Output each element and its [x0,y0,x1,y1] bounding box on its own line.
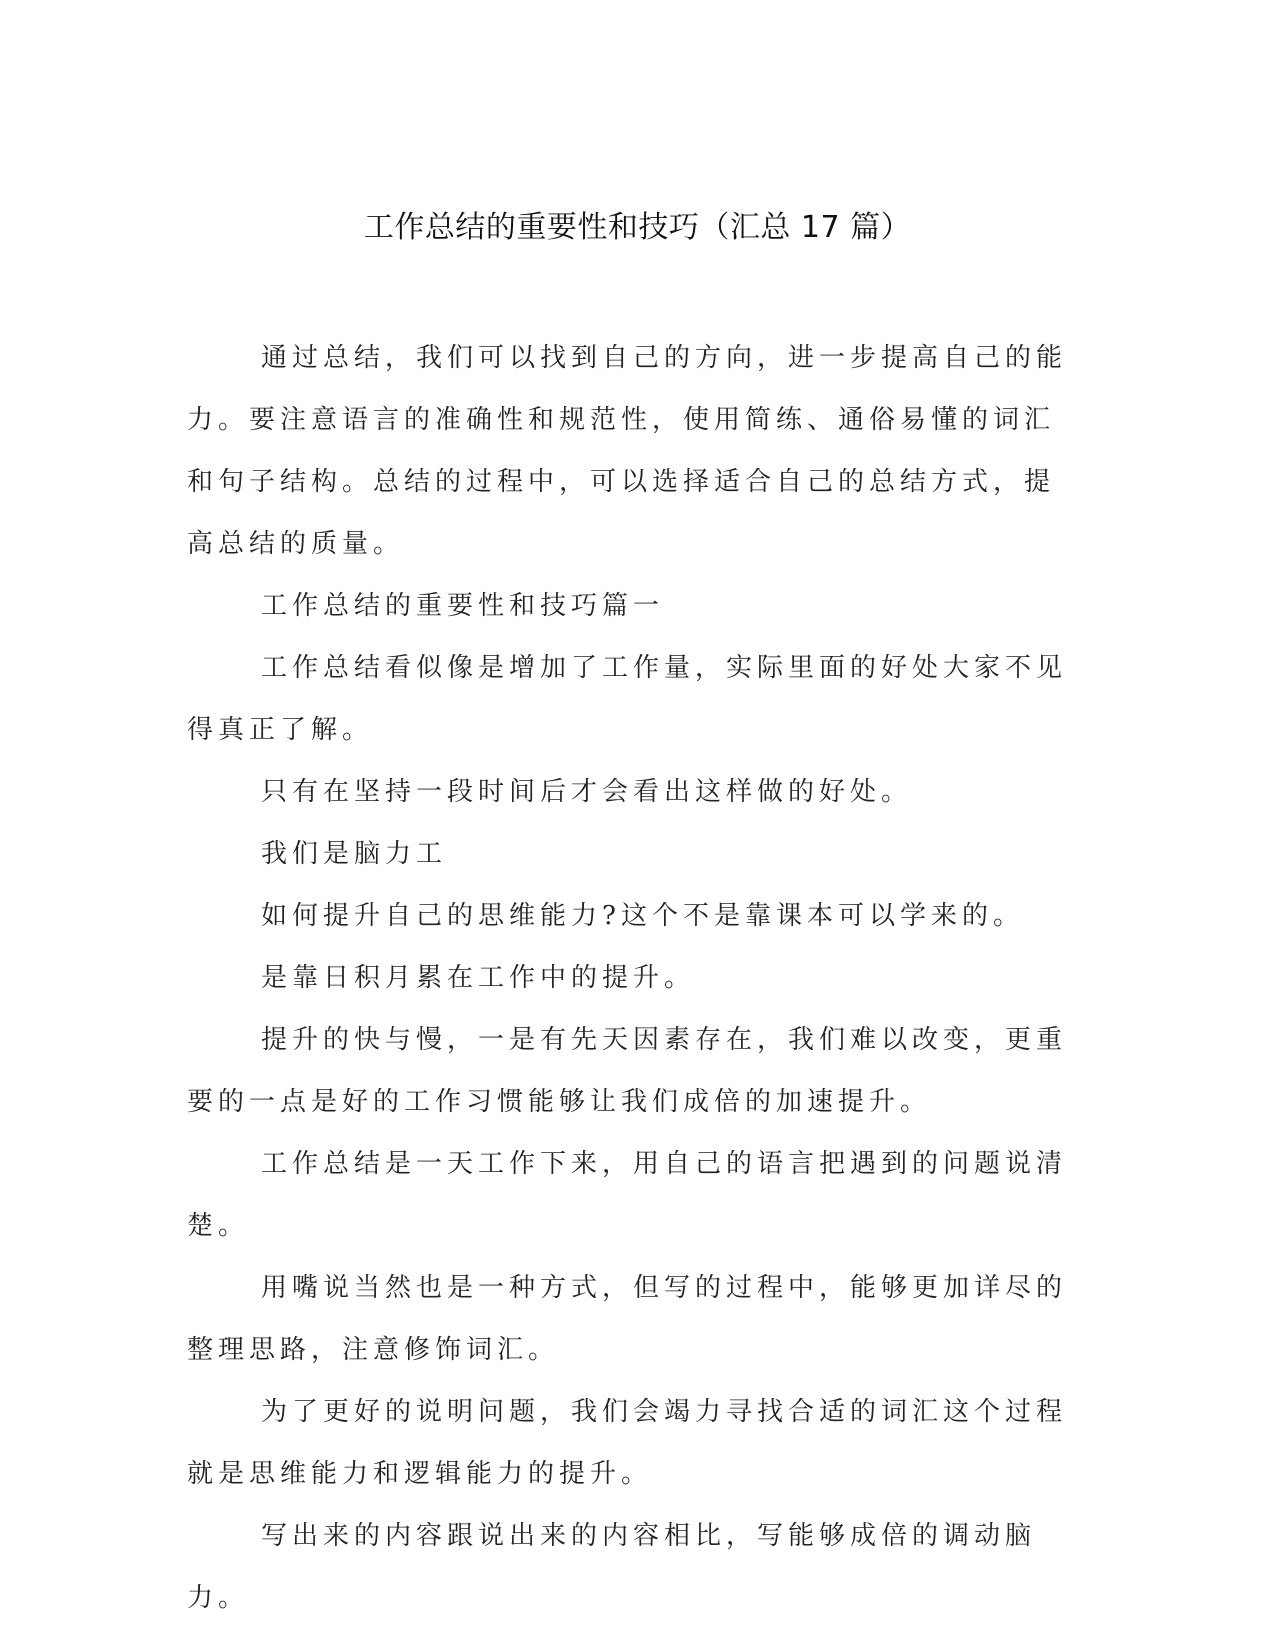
body-paragraph: 工作总结看似像是增加了工作量，实际里面的好处大家不见得真正了解。 [187,653,1068,745]
body-paragraph: 只有在坚持一段时间后才会看出这样做的好处。 [261,777,913,807]
body-paragraph: 用嘴说当然也是一种方式，但写的过程中，能够更加详尽的整理思路，注意修饰词汇。 [187,1273,1068,1365]
body-paragraph: 工作总结是一天工作下来，用自己的语言把遇到的问题说清楚。 [187,1149,1068,1241]
body-paragraph: 是靠日积月累在工作中的提升。 [261,963,696,993]
body-paragraph: 我们是脑力工 [261,839,448,869]
body-paragraph: 写出来的内容跟说出来的内容相比，写能够成倍的调动脑力。 [187,1521,1037,1613]
intro-paragraph: 通过总结，我们可以找到自己的方向，进一步提高自己的能力。要注意语言的准确性和规范性，使用简练、通俗易懂的词汇和句子结构。总结的过程中，可以选择适合自己的总结方式，提高总结的质量。 [187,343,1068,559]
body-paragraph: 为了更好的说明问题，我们会竭力寻找合适的词汇这个过程就是思维能力和逻辑能力的提升。 [187,1397,1068,1489]
body-paragraph: 提升的快与慢，一是有先天因素存在，我们难以改变，更重要的一点是好的工作习惯能够让我们成倍的加速提升。 [187,1025,1068,1117]
document-body [187,327,1077,1629]
document-title: 工作总结的重要性和技巧（汇总 17 篇） [363,210,912,245]
section-heading: 工作总结的重要性和技巧篇一 [261,591,665,621]
body-paragraph: 如何提升自己的思维能力?这个不是靠课本可以学来的。 [261,901,1024,931]
